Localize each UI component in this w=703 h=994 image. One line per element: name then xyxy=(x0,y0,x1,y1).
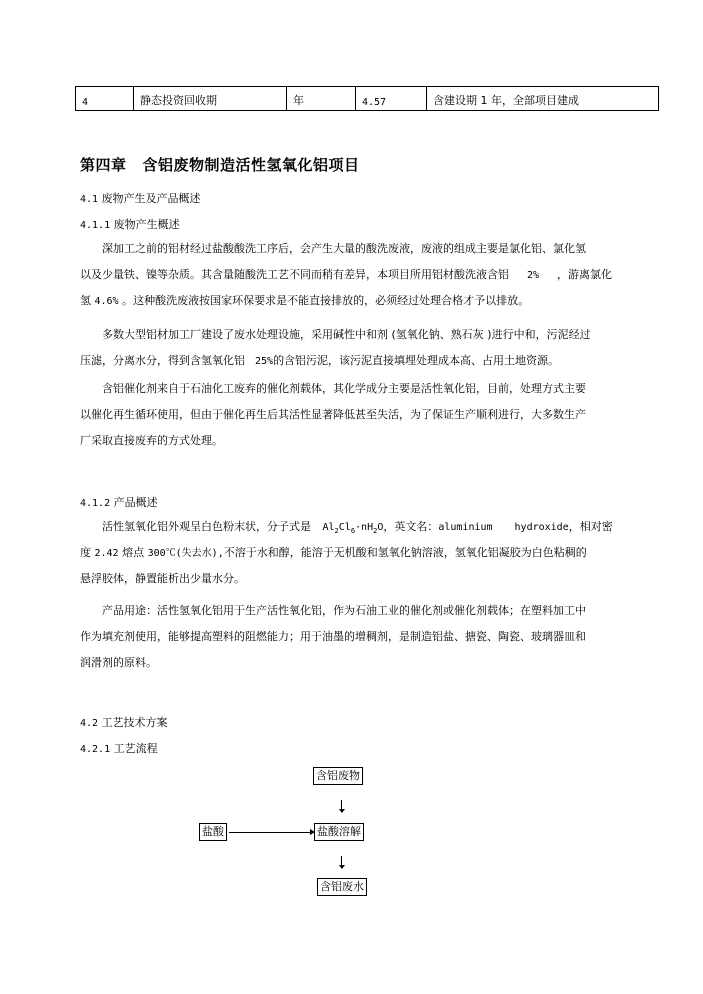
paragraph-product-desc: 活性氢氧化铝外观呈白色粉末状，分子式是 $Al_2Cl_6\cdot nH_2O$，英文名：aluminium hydroxide，相对密 度 2.42 熔点 300℃(失去水),不溶于水和醇，能溶于无机酸和氢氧化钠溶液，氢氧化铝凝胶为白色粘稠的 悬浮胶体，静置能析出少量水分。 xyxy=(80,520,613,585)
row-item: 静态投资回收期 xyxy=(134,87,287,111)
row-value: 4.57 xyxy=(356,87,427,111)
paragraph-product-use: 产品用途：活性氢氧化铝用于生产活性氧化铝，作为石油工业的催化剂或催化剂载体；在塑料加工中 作为填充剂使用，能够提高塑料的阻燃能力；用于油墨的增稠剂，是制造铝盐、搪瓷、陶瓷、玻璃器皿和 润滑剂的原料。 xyxy=(80,604,586,669)
flow-box-aluminum-waste: 含铝废物 xyxy=(313,767,363,785)
flow-box-hydrochloric-acid: 盐酸 xyxy=(199,823,227,841)
section-heading-4-2-1: 4.2.1 工艺流程 xyxy=(80,742,158,755)
flow-box-aluminum-wastewater: 含铝废水 xyxy=(317,878,367,896)
section-heading-4-2: 4.2 工艺技术方案 xyxy=(80,716,168,729)
section-heading-4-1-2: 4.1.2 产品概述 xyxy=(80,496,158,509)
row-number: 4 xyxy=(76,87,134,111)
flow-arrow-down-2 xyxy=(341,856,342,868)
row-note: 含建设期 1 年，全部项目建成 xyxy=(427,87,659,111)
section-heading-4-1-1: 4.1.1 废物产生概述 xyxy=(80,218,180,231)
table-row xyxy=(76,87,659,111)
flow-arrow-down-1 xyxy=(341,800,342,812)
flow-box-acid-dissolution: 盐酸溶解 xyxy=(314,823,364,841)
chapter-title xyxy=(80,154,360,175)
summary-table xyxy=(75,86,659,111)
paragraph-waste-pickling: 深加工之前的铝材经过盐酸酸洗工序后，会产生大量的酸洗废液，废液的组成主要是氯化铝、氯化氢 以及少量铁、镍等杂质。其含量随酸洗工艺不同而稍有差异，本项目所用铝材酸洗液含铝 2% ，游离氯化 氢 4.6% 。这种酸洗废液按国家环保要求是不能直接排放的，必须经过处理合格才予以排放。 xyxy=(80,242,613,307)
section-heading-4-1: 4.1 废物产生及产品概述 xyxy=(80,192,201,205)
chapter-name: 含铝废物制造活性氢氧化铝项目 xyxy=(142,156,360,174)
chapter-number: 第四章 xyxy=(80,156,127,174)
paragraph-catalyst: 含铝催化剂来自于石油化工废弃的催化剂载体，其化学成分主要是活性氧化铝，目前，处理方式主要 以催化再生循环使用，但由于催化再生后其活性显著降低甚至失活，为了保证生产顺利进行，大多数生产 厂采取直接废弃的方式处理。 xyxy=(80,382,586,447)
chemical-formula: $Al_2Cl_6\cdot nH_2O$ xyxy=(322,522,384,535)
flow-arrow-right xyxy=(229,832,314,833)
row-unit: 年 xyxy=(287,87,356,111)
paragraph-sludge: 多数大型铝材加工厂建设了废水处理设施，采用碱性中和剂 (氢氧化钠、熟石灰 )进行中和，污泥经过 压滤，分离水分，得到含氢氧化铝 25%的含铝污泥，该污泥直接填埋处理成本高、占用土地资源。 xyxy=(80,328,591,367)
